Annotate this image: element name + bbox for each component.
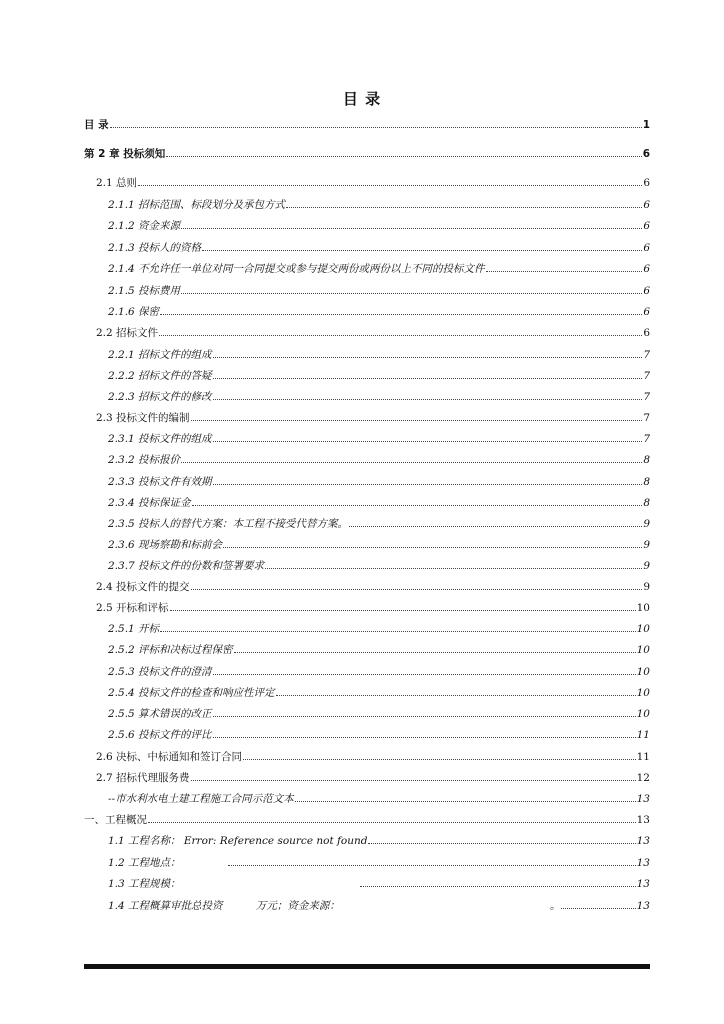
toc-entry-page: 6 bbox=[643, 306, 650, 318]
toc-entry-page: 6 bbox=[643, 199, 650, 211]
dot-leader bbox=[276, 686, 636, 696]
dot-leader bbox=[159, 326, 642, 336]
toc-entry-page: 10 bbox=[636, 666, 650, 678]
toc-entry[interactable] bbox=[108, 517, 650, 531]
toc-entry-text: 2.6 决标、中标通知和签订合同 bbox=[96, 751, 243, 763]
toc-entry-page: 11 bbox=[636, 729, 650, 741]
dot-leader bbox=[243, 750, 636, 760]
toc-entry[interactable] bbox=[108, 728, 650, 742]
toc-entry[interactable] bbox=[96, 176, 650, 190]
dot-leader bbox=[213, 707, 636, 717]
toc-entry-page: 6 bbox=[643, 285, 650, 297]
toc-entry-text: 2.5.3 投标文件的澄清 bbox=[108, 666, 212, 678]
dot-leader bbox=[360, 877, 636, 887]
toc-entry-text: 1.4 工程概算审批总投资 万元；资金来源： bbox=[108, 900, 340, 912]
dot-leader bbox=[160, 622, 636, 632]
toc-entry-page: 7 bbox=[643, 391, 650, 403]
toc-entry-page: 13 bbox=[636, 835, 650, 847]
toc-entry-page: 10 bbox=[636, 644, 650, 656]
dot-leader bbox=[181, 219, 642, 229]
dot-leader bbox=[234, 643, 636, 653]
toc-entry[interactable] bbox=[108, 475, 650, 489]
dot-leader bbox=[191, 580, 643, 590]
toc-entry-page: 1 bbox=[642, 119, 650, 131]
toc-entry-page: 9 bbox=[643, 539, 650, 551]
toc-entry[interactable] bbox=[108, 622, 650, 636]
toc-entry-page: 6 bbox=[642, 148, 650, 160]
toc-entry-text: 2.5.4 投标文件的检查和响应性评定 bbox=[108, 687, 275, 699]
toc-entry-text: 一、工程概况 bbox=[84, 814, 147, 826]
toc-entry-text: 2.3.2 投标报价 bbox=[108, 454, 181, 466]
toc-entry-text: 1.3 工程规模： bbox=[108, 878, 181, 890]
toc-entry[interactable] bbox=[96, 601, 650, 615]
toc-entry-suffix: 。 bbox=[549, 900, 561, 912]
toc-entry[interactable] bbox=[108, 856, 650, 870]
toc-entry-text: 2.3.5 投标人的替代方案：本工程不接受代替方案。 bbox=[108, 518, 349, 530]
toc-entry-text: 2.2.3 招标文件的修改 bbox=[108, 391, 212, 403]
toc-entry[interactable] bbox=[108, 792, 650, 806]
toc-entry-page: 6 bbox=[643, 327, 650, 339]
dot-leader bbox=[349, 517, 642, 527]
dot-leader bbox=[213, 728, 636, 738]
toc-entry[interactable] bbox=[108, 538, 650, 552]
toc-entry-page: 6 bbox=[643, 242, 650, 254]
toc-entry[interactable] bbox=[108, 496, 650, 510]
toc-entry-page: 9 bbox=[643, 518, 650, 530]
toc-entry-text: 2.5.1 开标 bbox=[108, 623, 160, 635]
toc-entry[interactable] bbox=[108, 643, 650, 657]
dot-leader bbox=[213, 475, 643, 485]
toc-entry-text: 2.5.6 投标文件的评比 bbox=[108, 729, 212, 741]
toc-entry[interactable] bbox=[108, 198, 650, 212]
toc-entry[interactable] bbox=[108, 241, 650, 255]
dot-leader bbox=[213, 390, 643, 400]
dot-leader bbox=[213, 348, 643, 358]
toc-entry-text: 2.1 总则 bbox=[96, 177, 138, 189]
toc-entry-text: 2.5.5 算术错误的改正 bbox=[108, 708, 212, 720]
toc-entry-text: 2.3.1 投标文件的组成 bbox=[108, 433, 212, 445]
toc-entry-page: 7 bbox=[643, 433, 650, 445]
dot-leader bbox=[202, 241, 642, 251]
toc-entry[interactable] bbox=[108, 369, 650, 383]
dot-leader bbox=[223, 538, 642, 548]
toc-entry-page: 9 bbox=[643, 560, 650, 572]
dot-leader bbox=[138, 176, 642, 186]
toc-entry-text: 1.2 工程地点： bbox=[108, 857, 181, 869]
toc-entry-page: 8 bbox=[643, 454, 650, 466]
dot-leader bbox=[561, 899, 635, 909]
dot-leader bbox=[181, 284, 642, 294]
dot-leader bbox=[191, 411, 643, 421]
toc-entry[interactable] bbox=[108, 219, 650, 233]
dot-leader bbox=[228, 856, 636, 866]
toc-entry-text: 2.2 招标文件 bbox=[96, 327, 159, 339]
toc-entry-page: 13 bbox=[636, 814, 650, 826]
toc-entry-text: 2.3.3 投标文件有效期 bbox=[108, 476, 212, 488]
toc-entry-text: 目 录 bbox=[84, 119, 109, 131]
toc-entry[interactable] bbox=[108, 899, 650, 913]
toc-entry-text: 2.1.2 资金来源 bbox=[108, 220, 181, 232]
dot-leader bbox=[148, 813, 636, 823]
toc-entry-page: 8 bbox=[643, 497, 650, 509]
toc-entry[interactable] bbox=[108, 453, 650, 467]
toc-entry-page: 13 bbox=[636, 878, 650, 890]
toc-entry-page: 10 bbox=[636, 708, 650, 720]
dot-leader bbox=[181, 453, 642, 463]
page-title: 目 录 bbox=[342, 90, 382, 108]
toc-entry[interactable] bbox=[108, 262, 650, 276]
toc-entry-page: 8 bbox=[643, 476, 650, 488]
toc-entry-text: 2.1.1 招标范围、标段划分及承包方式 bbox=[108, 199, 286, 211]
dot-leader bbox=[170, 601, 636, 611]
toc-entry-text: 2.3 投标文件的编制 bbox=[96, 412, 190, 424]
toc-entry[interactable] bbox=[84, 118, 650, 132]
dot-leader bbox=[166, 147, 641, 157]
toc-entry[interactable] bbox=[108, 390, 650, 404]
dot-leader bbox=[213, 369, 643, 379]
dot-leader bbox=[295, 792, 636, 802]
toc-entry-page: 7 bbox=[643, 412, 650, 424]
toc-entry[interactable] bbox=[108, 284, 650, 298]
toc-entry[interactable] bbox=[108, 834, 650, 848]
toc-entry-page: 6 bbox=[643, 220, 650, 232]
toc-entry-page: 12 bbox=[636, 772, 650, 784]
toc-entry[interactable] bbox=[108, 877, 650, 891]
toc-entry-page: 10 bbox=[636, 623, 650, 635]
toc-entry[interactable] bbox=[84, 813, 650, 827]
dot-leader bbox=[110, 118, 642, 128]
toc-entry-text: 2.3.6 现场察勘和标前会 bbox=[108, 539, 223, 551]
toc-entry[interactable] bbox=[96, 326, 650, 340]
dot-leader bbox=[286, 198, 642, 208]
dot-leader bbox=[191, 771, 636, 781]
dot-leader bbox=[368, 834, 635, 844]
toc-entry-page: 6 bbox=[643, 177, 650, 189]
toc-entry[interactable] bbox=[108, 707, 650, 721]
toc-entry[interactable] bbox=[108, 432, 650, 446]
toc-entry[interactable] bbox=[96, 771, 650, 785]
toc-entry[interactable] bbox=[96, 750, 650, 764]
toc-entry[interactable] bbox=[108, 305, 650, 319]
toc-entry-text: 2.1.5 投标费用 bbox=[108, 285, 181, 297]
toc-entry-page: 11 bbox=[636, 751, 650, 763]
toc-entry[interactable] bbox=[84, 147, 650, 161]
toc-entry-text: 2.1.6 保密 bbox=[108, 306, 160, 318]
dot-leader bbox=[265, 559, 642, 569]
toc-entry-text: 2.5 开标和评标 bbox=[96, 602, 169, 614]
toc-entry-text: 1.1 工程名称： Error: Reference source not found bbox=[108, 835, 368, 847]
toc-entry[interactable] bbox=[108, 686, 650, 700]
toc-entry[interactable] bbox=[108, 559, 650, 573]
toc-entry[interactable] bbox=[96, 580, 650, 594]
toc-entry-text: 2.4 投标文件的提交 bbox=[96, 581, 190, 593]
toc-entry-page: 10 bbox=[636, 602, 650, 614]
toc-entry-page: 7 bbox=[643, 349, 650, 361]
dot-leader bbox=[192, 496, 643, 506]
toc-entry-text: 2.2.1 招标文件的组成 bbox=[108, 349, 212, 361]
toc-entry-text: 2.1.3 投标人的资格 bbox=[108, 242, 202, 254]
dot-leader bbox=[213, 665, 636, 675]
toc-entry-text: 2.5.2 评标和决标过程保密 bbox=[108, 644, 233, 656]
toc-entry[interactable] bbox=[96, 411, 650, 425]
toc-entry-page: 13 bbox=[636, 900, 650, 912]
toc-entry-page: 9 bbox=[643, 581, 650, 593]
toc-entry-page: 10 bbox=[636, 687, 650, 699]
toc-entry-page: 6 bbox=[643, 263, 650, 275]
footer-rule bbox=[84, 964, 650, 969]
dot-leader bbox=[160, 305, 642, 315]
toc-entry-page: 7 bbox=[643, 370, 650, 382]
toc-entry-page: 13 bbox=[636, 793, 650, 805]
toc-entry-text: 2.1.4 不允许任一单位对同一合同提交或参与提交两份或两份以上不同的投标文件 bbox=[108, 263, 485, 275]
toc-entry-page: 13 bbox=[636, 857, 650, 869]
dot-leader bbox=[486, 262, 643, 272]
toc-entry-text: 2.3.4 投标保证金 bbox=[108, 497, 191, 509]
toc-entry-text: 2.7 招标代理服务费 bbox=[96, 772, 190, 784]
toc-entry-text: 第 2 章 投标须知 bbox=[84, 148, 166, 160]
toc-entry[interactable] bbox=[108, 348, 650, 362]
toc-entry-text: 2.2.2 招标文件的答疑 bbox=[108, 370, 212, 382]
toc-entry-text: --市水利水电土建工程施工合同示范文本 bbox=[108, 793, 294, 805]
dot-leader bbox=[213, 432, 643, 442]
toc-entry[interactable] bbox=[108, 665, 650, 679]
toc-entry-text: 2.3.7 投标文件的份数和签署要求 bbox=[108, 560, 265, 572]
